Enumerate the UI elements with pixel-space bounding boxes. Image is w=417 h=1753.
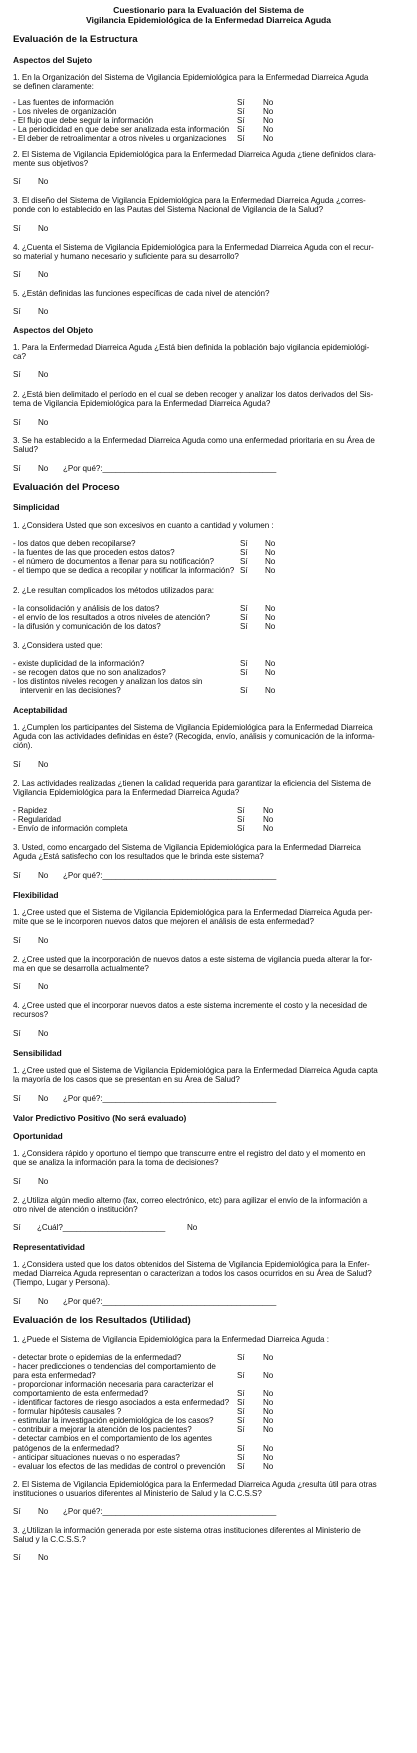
option-si: Sí (13, 1029, 21, 1038)
option-no: No (265, 668, 276, 677)
question-text: 2. ¿Le resultan complicados los métodos utilizados para: (13, 586, 214, 595)
option-no: No (265, 566, 276, 575)
option-no: No (265, 548, 276, 557)
option-no: No (38, 760, 49, 769)
list-item: - formular hipótesis causales ? (13, 1407, 122, 1417)
question-text: Aguda ¿Está satisfecho con los resultados que le brinda este sistema? (13, 852, 264, 861)
subsection-heading: Simplicidad (13, 502, 60, 512)
question-text: medad Diarreica Aguda representan o caracterizan a todos los casos ocurridos en su Área de Salud? (13, 1269, 372, 1278)
list-item: - evaluar los efectos de las medidas de control o prevención (13, 1461, 226, 1471)
option-no: No (263, 107, 274, 116)
question-text: 4. ¿Cree usted que el incorporar nuevos datos a este sistema incremente el costo y la necesidad de (13, 1001, 368, 1010)
list-item: comportamiento de esta enfermedad? (13, 1389, 149, 1399)
por-que-field: ¿Por qué?:_______________________________________ (63, 1094, 277, 1103)
cual-field: ¿Cuál?_______________________ (37, 1223, 166, 1232)
question-text: mente sus objetivos? (13, 159, 89, 168)
question-text: 1. Para la Enfermedad Diarreica Aguda ¿Está bien definida la población bajo vigilancia epidemiológi- (13, 343, 370, 352)
option-si: Sí (237, 1416, 245, 1426)
option-no: No (38, 1094, 49, 1103)
option-si: Sí (237, 125, 245, 134)
option-si: Sí (237, 107, 245, 116)
option-si: Sí (13, 1507, 21, 1516)
list-item: - hacer predicciones o tendencias del comportamiento de (13, 1362, 216, 1372)
list-item: - Regularidad (13, 815, 61, 824)
option-no: No (38, 982, 49, 991)
list-item: - Los niveles de organización (13, 107, 117, 116)
option-no: No (265, 659, 276, 668)
option-si: Sí (237, 806, 245, 815)
option-si: Sí (13, 307, 21, 316)
option-no: No (38, 307, 49, 316)
option-si: Sí (240, 668, 248, 677)
option-si: Sí (237, 1407, 245, 1417)
option-no: No (265, 604, 276, 613)
option-si: Sí (13, 370, 21, 379)
question-text: 2. Las actividades realizadas ¿tienen la calidad requerida para garantizar la eficiencia del Sistema de (13, 779, 371, 788)
option-no: No (263, 134, 274, 143)
question-text: otro nivel de atención o institución? (13, 1205, 138, 1214)
option-no: No (38, 464, 49, 473)
option-no: No (38, 418, 49, 427)
option-si: Sí (13, 760, 21, 769)
question-text: 2. El Sistema de Vigilancia Epidemiológica para la Enfermedad Diarreica Aguda ¿tiene definidos clara- (13, 150, 376, 159)
option-no: No (263, 1425, 274, 1435)
document-subtitle: Vigilancia Epidemiológica de la Enfermedad Diarreica Aguda (86, 15, 331, 25)
option-si: Sí (13, 982, 21, 991)
list-item: - se recogen datos que no son analizados? (13, 668, 166, 677)
question-text: tema de Vigilancia Epidemiológica para la Enfermedad Diarreica Aguda? (13, 399, 271, 408)
list-item: - la difusión y comunicación de los datos? (13, 622, 161, 631)
option-si: Sí (13, 1297, 21, 1306)
question-text: 3. ¿Utilizan la información generada por este sistema otras instituciones diferentes al Ministerio de (13, 1526, 361, 1535)
por-que-field: ¿Por qué?:_______________________________________ (63, 1507, 277, 1516)
option-si: Sí (13, 1223, 21, 1232)
por-que-field: ¿Por qué?:_______________________________________ (63, 1297, 277, 1306)
list-item: - detectar brote o epidemias de la enfermedad? (13, 1353, 182, 1362)
option-no: No (38, 1029, 49, 1038)
question-text: 1. ¿Considera rápido y oportuno el tiempo que transcurre entre el registro del dato y el momento en (13, 1149, 366, 1158)
list-item: patógenos de la enfermedad? (13, 1443, 120, 1453)
option-si: Sí (237, 1353, 245, 1362)
option-si: Sí (237, 815, 245, 824)
question-text: Vigilancia Epidemiológica para la Enfermedad Diarreica Aguda? (13, 788, 240, 797)
question-text: 2. ¿Utiliza algún medio alterno (fax, correo electrónico, etc) para agilizar el envío de la información a (13, 1196, 368, 1205)
list-item: - Envío de información completa (13, 824, 128, 833)
option-no: No (263, 1416, 274, 1426)
list-item: - el envío de los resultados a otros niveles de atención? (13, 613, 210, 622)
list-item: - detectar cambios en el comportamiento de los agentes (13, 1434, 212, 1444)
option-no: No (265, 557, 276, 566)
list-item: - los distintos niveles recogen y analizan los datos sin (13, 677, 203, 686)
option-si: Sí (13, 1553, 21, 1562)
option-si: Sí (13, 936, 21, 945)
subsection-heading: Aspectos del Objeto (13, 325, 94, 335)
option-no: No (263, 824, 274, 833)
option-si: Sí (237, 1461, 245, 1471)
option-no: No (38, 1507, 49, 1516)
option-si: Sí (237, 1443, 245, 1453)
question-text: ción). (13, 741, 33, 750)
question-text: 1. ¿Cree usted que el Sistema de Vigilancia Epidemiológica para la Enfermedad Diarreica Aguda capta (13, 1066, 378, 1075)
option-si: Sí (13, 270, 21, 279)
list-item: - El flujo que debe seguir la información (13, 116, 154, 125)
option-si: Sí (240, 659, 248, 668)
question-text: recursos? (13, 1010, 49, 1019)
subsection-heading: Flexibilidad (13, 890, 59, 900)
option-si: Sí (237, 134, 245, 143)
por-que-field: ¿Por qué?:_______________________________________ (63, 871, 277, 880)
subsection-heading: Valor Predictivo Positivo (No será evaluado) (13, 1113, 187, 1123)
option-no: No (263, 815, 274, 824)
list-item-continuation: intervenir en las decisiones? (20, 686, 121, 695)
question-text: 2. ¿Cree usted que la incorporación de nuevos datos a este sistema de vigilancia pueda alterar la for- (13, 955, 373, 964)
option-no: No (187, 1223, 198, 1232)
list-item: - anticipar situaciones nuevas o no esperadas? (13, 1452, 180, 1462)
option-si: Sí (237, 1371, 245, 1381)
question-text: 5. ¿Están definidas las funciones específicas de cada nivel de atención? (13, 289, 270, 298)
list-item: - el tiempo que se dedica a recopilar y notificar la información? (13, 566, 235, 575)
option-no: No (263, 1461, 274, 1471)
question-text: ma en que se desarrolla actualmente? (13, 964, 149, 973)
question-text: Aguda con las actividades definidas en éste? (Recogida, envío, análisis y comunicación de la informa- (13, 732, 375, 741)
subsection-heading: Sensibilidad (13, 1048, 62, 1058)
section-heading: Evaluación del Proceso (13, 482, 120, 493)
question-text: 1. En la Organización del Sistema de Vigilancia Epidemiológica para la Enfermedad Diarreica Aguda (13, 73, 369, 82)
section-heading: Evaluación de la Estructura (13, 34, 138, 45)
subsection-heading: Aceptabilidad (13, 705, 68, 715)
option-no: No (38, 1297, 49, 1306)
option-no: No (265, 686, 276, 695)
question-text: 3. El diseño del Sistema de Vigilancia Epidemiológica para la Enfermedad Diarreica Aguda ¿corres- (13, 196, 366, 205)
option-si: Sí (13, 464, 21, 473)
question-text: que se analiza la información para la toma de decisiones? (13, 1158, 219, 1167)
option-si: Sí (13, 177, 21, 186)
list-item: - existe duplicidad de la información? (13, 659, 145, 668)
option-no: No (263, 1407, 274, 1417)
option-no: No (38, 370, 49, 379)
option-si: Sí (240, 622, 248, 631)
question-text: 3. Se ha establecido a la Enfermedad Diarreica Aguda como una enfermedad prioritaria en su Área de (13, 436, 375, 445)
subsection-heading: Representatividad (13, 1242, 85, 1252)
option-no: No (263, 1443, 274, 1453)
list-item: - la consolidación y análisis de los datos? (13, 604, 160, 613)
option-si: Sí (13, 224, 21, 233)
option-no: No (38, 177, 49, 186)
option-no: No (38, 936, 49, 945)
list-item: - El deber de retroalimentar a otros niveles u organizaciones (13, 134, 227, 143)
option-no: No (263, 1353, 274, 1362)
option-si: Sí (240, 548, 248, 557)
question-text: (Tiempo, Lugar y Persona). (13, 1278, 110, 1287)
question-text: ca? (13, 352, 26, 361)
por-que-field: ¿Por qué?:_______________________________________ (63, 464, 277, 473)
question-text: Salud y la C.C.S.S.? (13, 1535, 86, 1544)
question-text: mite que se le incorporen nuevos datos que mejoren el análisis de esta enfermedad? (13, 917, 314, 926)
option-si: Sí (237, 1452, 245, 1462)
list-item: - Las fuentes de información (13, 98, 114, 107)
option-no: No (265, 622, 276, 631)
option-si: Sí (240, 539, 248, 548)
list-item: - la fuentes de las que proceden estos datos? (13, 548, 175, 557)
list-item: - el número de documentos a llenar para su notificación? (13, 557, 215, 566)
question-text: 3. Usted, como encargado del Sistema de Vigilancia Epidemiológica para la Enfermedad Diarreica (13, 843, 361, 852)
question-text: Salud? (13, 445, 38, 454)
question-text: se definen claramente: (13, 82, 94, 91)
document-title: Cuestionario para la Evaluación del Sistema de (113, 5, 304, 15)
option-si: Sí (237, 824, 245, 833)
option-si: Sí (240, 686, 248, 695)
option-no: No (263, 125, 274, 134)
list-item: - contribuir a mejorar la atención de los pacientes? (13, 1425, 192, 1435)
option-si: Sí (13, 1094, 21, 1103)
question-text: ponde con lo establecido en las Pautas del Sistema Nacional de Vigilancia de la Salud? (13, 205, 324, 214)
section-heading: Evaluación de los Resultados (Utilidad) (13, 1315, 191, 1326)
subsection-heading: Oportunidad (13, 1131, 63, 1141)
option-no: No (38, 224, 49, 233)
option-si: Sí (237, 1398, 245, 1408)
list-item: - los datos que deben recopilarse? (13, 539, 136, 548)
question-text: la mayoría de los casos que se presentan en su Área de Salud? (13, 1075, 240, 1084)
option-no: No (263, 1398, 274, 1408)
option-si: Sí (240, 613, 248, 622)
question-text: 1. ¿Considera Usted que son excesivos en cuanto a cantidad y volumen : (13, 521, 274, 530)
list-item: - Rapidez (13, 806, 48, 815)
question-text: 2. El Sistema de Vigilancia Epidemiológica para la Enfermedad Diarreica Aguda ¿resulta útil para otras (13, 1480, 377, 1489)
option-no: No (265, 613, 276, 622)
list-item: - La periodicidad en que debe ser analizada esta información (13, 125, 230, 134)
question-text: 1. ¿Considera usted que los datos obtenidos del Sistema de Vigilancia Epidemiológica para la Enfer- (13, 1260, 370, 1269)
question-text: 4. ¿Cuenta el Sistema de Vigilancia Epidemiológica para la Enfermedad Diarreica Aguda con el recur- (13, 243, 374, 252)
option-no: No (38, 270, 49, 279)
list-item: para esta enfermedad? (13, 1371, 96, 1381)
option-no: No (265, 539, 276, 548)
option-si: Sí (13, 871, 21, 880)
option-si: Sí (240, 604, 248, 613)
option-si: Sí (13, 1177, 21, 1186)
option-no: No (38, 1177, 49, 1186)
option-si: Sí (237, 1389, 245, 1399)
question-text: 2. ¿Está bien delimitado el período en el cual se deben recoger y analizar los datos derivados del Sis- (13, 390, 374, 399)
option-no: No (38, 871, 49, 880)
question-text: 1. ¿Cumplen los participantes del Sistema de Vigilancia Epidemiológica para la Enfermedad Diarreica (13, 723, 373, 732)
question-text: 3. ¿Considera usted que: (13, 641, 103, 650)
option-si: Sí (237, 116, 245, 125)
question-text: 1. ¿Puede el Sistema de Vigilancia Epidemiológica para la Enfermedad Diarreica Aguda : (13, 1335, 329, 1344)
question-text: instituciones o usuarios diferentes al Ministerio de Salud y la C.C.S.S? (13, 1489, 262, 1498)
option-no: No (263, 806, 274, 815)
option-no: No (263, 116, 274, 125)
option-no: No (263, 1452, 274, 1462)
question-text: 1. ¿Cree usted que el Sistema de Vigilancia Epidemiológica para la Enfermedad Diarreica Aguda per- (13, 908, 373, 917)
option-si: Sí (240, 557, 248, 566)
question-text: so material y humano necesario y suficiente para su desarrollo? (13, 252, 239, 261)
option-si: Sí (237, 98, 245, 107)
option-si: Sí (240, 566, 248, 575)
list-item: - estimular la investigación epidemiológica de los casos? (13, 1416, 214, 1426)
option-no: No (263, 1371, 274, 1381)
subsection-heading: Aspectos del Sujeto (13, 55, 93, 65)
option-no: No (38, 1553, 49, 1562)
list-item: - proporcionar información necesaria para caracterizar el (13, 1380, 214, 1390)
option-si: Sí (13, 418, 21, 427)
option-no: No (263, 98, 274, 107)
option-no: No (263, 1389, 274, 1399)
option-si: Sí (237, 1425, 245, 1435)
list-item: - identificar factores de riesgo asociados a esta enfermedad? (13, 1398, 230, 1408)
